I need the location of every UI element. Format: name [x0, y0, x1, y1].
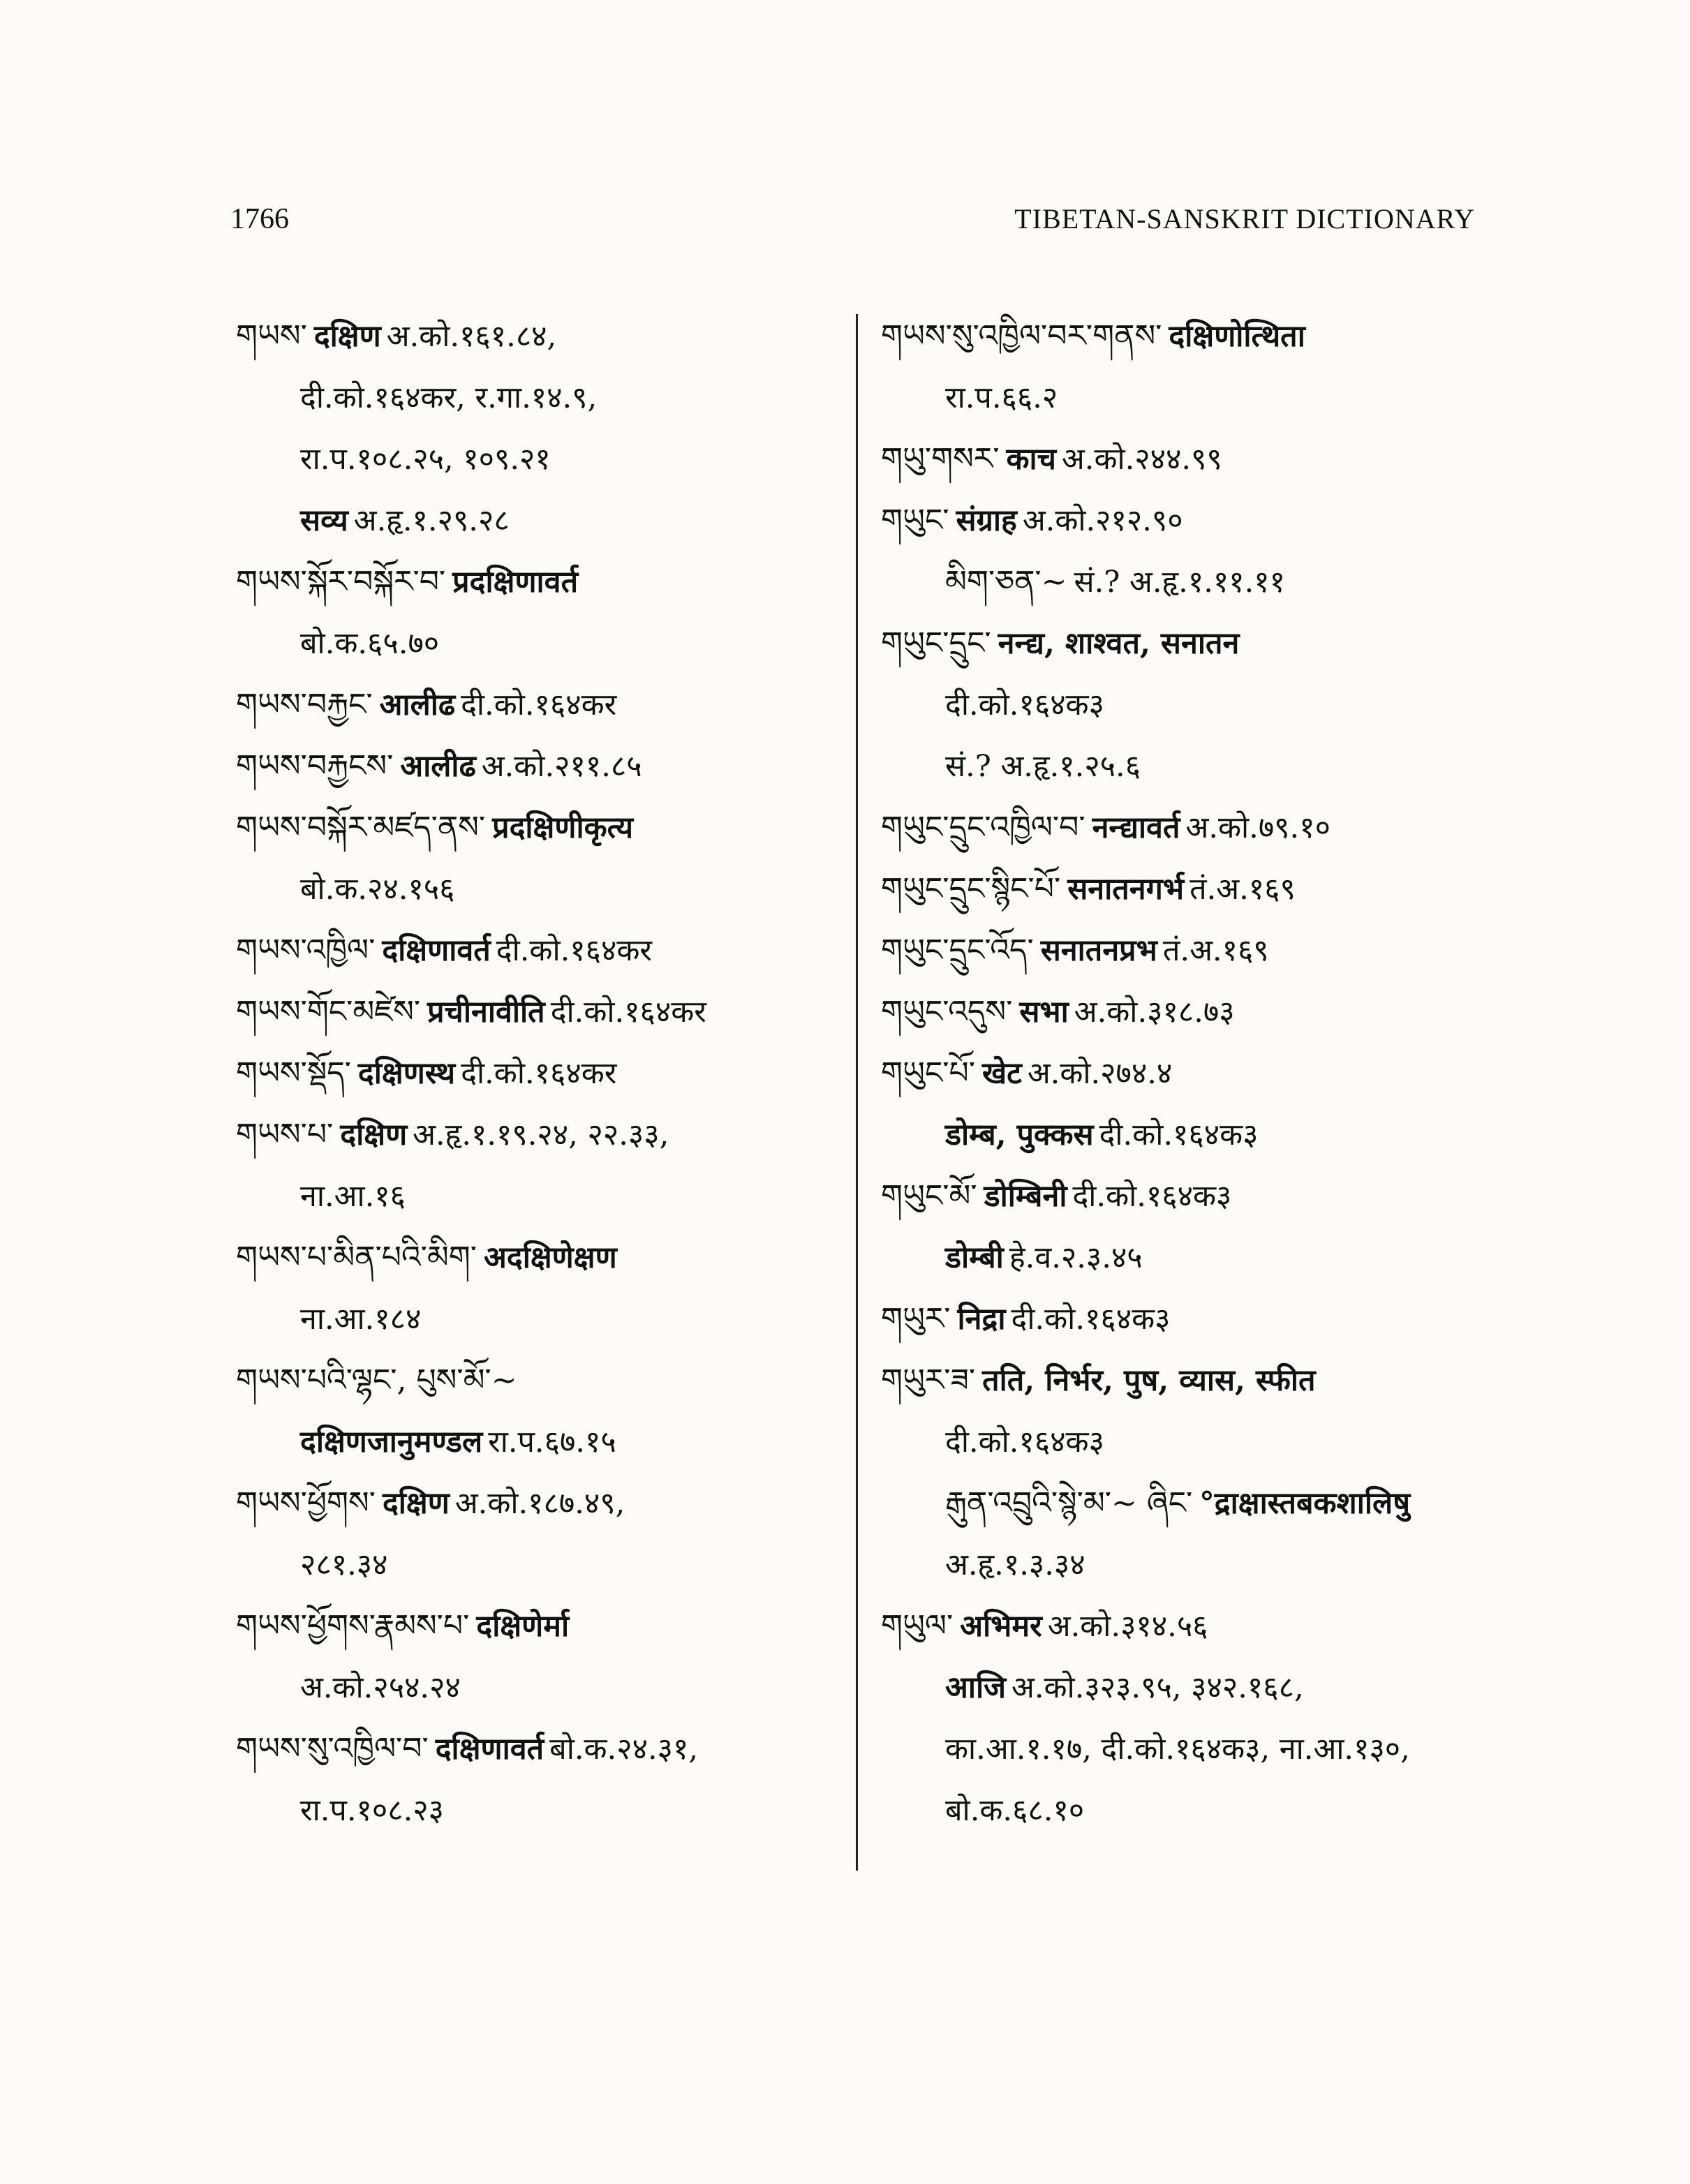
source-reference: दी.को.१६४क३ — [1099, 1117, 1259, 1152]
source-reference: अ.को.२४४.९९ — [1061, 442, 1222, 477]
sanskrit-equivalent: °द्राक्षास्तबकशालिषु — [1199, 1486, 1411, 1521]
dictionary-line — [236, 797, 836, 859]
dictionary-line — [881, 1780, 1495, 1841]
sanskrit-equivalent: सनातनप्रभ — [1040, 933, 1157, 968]
dictionary-line — [236, 674, 836, 736]
tibetan-headword: གཡུང་དྲུང་སྙིང་པོ་ — [881, 871, 1061, 907]
dictionary-line — [881, 490, 1495, 551]
tibetan-headword: གཡས་པ་མིན་པའི་མིག་ — [236, 1240, 477, 1275]
dictionary-line — [236, 920, 836, 981]
tibetan-headword: རྒུན་འབྲུའི་སྙེ་མ་~ ཞིང་ — [945, 1485, 1193, 1521]
source-reference: अ.को.२११.८५ — [481, 749, 642, 784]
dictionary-line — [881, 551, 1495, 613]
tibetan-headword: མིག་ཅན་~ — [945, 564, 1067, 600]
dictionary-line — [236, 1227, 836, 1288]
sanskrit-equivalent: सभा — [1019, 995, 1069, 1030]
dictionary-line — [881, 674, 1495, 736]
source-reference: सं.? अ.हृ.१.२५.६ — [945, 749, 1141, 784]
tibetan-headword: གཡུལ་ — [881, 1608, 954, 1644]
sanskrit-equivalent: डोम्ब, पुक्कस — [945, 1117, 1094, 1152]
sanskrit-equivalent: डोम्बिनी — [984, 1179, 1067, 1214]
dictionary-line — [236, 859, 836, 920]
sanskrit-equivalent: अदक्षिणेक्षण — [484, 1240, 617, 1275]
dictionary-line — [881, 367, 1495, 429]
dictionary-line — [881, 1657, 1495, 1718]
source-reference: दी.को.१६४कर — [461, 688, 617, 722]
sanskrit-equivalent: काच — [1006, 442, 1056, 477]
source-reference: रा.प.१०८.२३ — [300, 1793, 444, 1828]
source-reference: २८१.३४ — [300, 1547, 388, 1582]
tibetan-headword: གཡས་སྐོར་བསྐོར་བ་ — [236, 564, 446, 600]
dictionary-line — [236, 490, 836, 551]
source-reference: ना.आ.१६ — [300, 1179, 406, 1214]
sanskrit-equivalent: तति, निर्भर, पुष, व्यास, स्फीत — [982, 1363, 1316, 1398]
source-reference: रा.प.६७.१५ — [488, 1425, 616, 1459]
source-reference: हे.व.२.३.४५ — [1009, 1240, 1143, 1275]
dictionary-line — [881, 1288, 1495, 1350]
source-reference: तं.अ.१६९ — [1162, 933, 1269, 968]
dictionary-line — [881, 1534, 1495, 1596]
sanskrit-equivalent: आजि — [945, 1670, 1006, 1705]
page-number: 1766 — [230, 203, 289, 235]
tibetan-headword: གཡུང་མོ་ — [881, 1178, 977, 1214]
source-reference: अ.को.७९.१० — [1185, 810, 1330, 845]
source-reference: दी.को.१६४क३ — [945, 1425, 1104, 1459]
sanskrit-equivalent: दक्षिणस्थ — [357, 1056, 456, 1091]
tibetan-headword: གཡས་སུ་འཁྱིལ་བ་ — [236, 1731, 429, 1767]
tibetan-headword: གཡས་པའི་ལྷང་, པུས་མོ་~ — [236, 1362, 517, 1398]
sanskrit-equivalent: प्रचीनावीति — [427, 995, 545, 1030]
tibetan-headword: གཡུར་ — [881, 1301, 951, 1337]
source-reference: अ.को.३१४.५६ — [1047, 1609, 1208, 1644]
dictionary-line — [236, 551, 836, 613]
dictionary-line — [236, 1718, 836, 1780]
sanskrit-equivalent: सव्य — [300, 503, 348, 538]
source-reference: दी.को.१६४कर — [496, 933, 652, 968]
source-reference: अ.को.३२३.९५, ३४२.१६८, — [1011, 1670, 1304, 1705]
sanskrit-equivalent: डोम्बी — [945, 1240, 1004, 1275]
source-reference: रा.प.६६.२ — [945, 380, 1058, 415]
dictionary-line — [881, 1473, 1495, 1534]
tibetan-headword: གཡུང་དྲུང་འོད་ — [881, 933, 1034, 968]
dictionary-line — [881, 1411, 1495, 1473]
tibetan-headword: གཡས་སུ་འཁྱིལ་བར་གནས་ — [881, 318, 1162, 354]
sanskrit-equivalent: दक्षिणावर्त — [382, 933, 491, 968]
running-head: TIBETAN-SANSKRIT DICTIONARY — [1014, 203, 1475, 235]
tibetan-headword: གཡུ་གསར་ — [881, 441, 1000, 477]
source-reference: का.आ.१.१७, दी.को.१६४क३, ना.आ.१३०, — [945, 1732, 1410, 1767]
tibetan-headword: གཡས་བརྐྱངས་ — [236, 748, 394, 784]
source-reference: दी.को.१६४क३ — [1011, 1302, 1171, 1337]
dictionary-line — [236, 1104, 836, 1166]
dictionary-line — [881, 1166, 1495, 1227]
dictionary-line — [236, 429, 836, 490]
dictionary-line — [236, 981, 836, 1043]
dictionary-line — [236, 613, 836, 674]
sanskrit-equivalent: प्रदक्षिणावर्त — [452, 565, 579, 600]
sanskrit-equivalent: प्रदक्षिणीकृत्य — [492, 810, 634, 845]
sanskrit-equivalent: दक्षिण — [340, 1117, 408, 1152]
source-reference: बो.क.२४.३१, — [549, 1732, 698, 1767]
left-column — [236, 306, 836, 1841]
dictionary-line — [881, 1227, 1495, 1288]
sanskrit-equivalent: दक्षिण — [313, 319, 381, 354]
source-reference: दी.को.१६४कर — [550, 995, 706, 1030]
source-reference: अ.को.२७४.४ — [1027, 1056, 1173, 1091]
sanskrit-equivalent: अभिमर — [960, 1609, 1042, 1644]
source-reference: सं.? अ.हृ.१.११.११ — [1074, 565, 1285, 600]
dictionary-line — [236, 306, 836, 367]
tibetan-headword: གཡས་བསྐོར་མཛད་ནས་ — [236, 810, 486, 845]
source-reference: अ.हृ.१.३.३४ — [945, 1547, 1085, 1582]
source-reference: अ.को.३१८.७३ — [1074, 995, 1235, 1030]
tibetan-headword: གཡས་པ་ — [236, 1117, 334, 1152]
tibetan-headword: གཡས་སྡོད་ — [236, 1055, 351, 1091]
dictionary-line — [881, 1104, 1495, 1166]
dictionary-line — [881, 429, 1495, 490]
tibetan-headword: གཡུང་ — [881, 503, 949, 538]
sanskrit-equivalent: खेट — [981, 1056, 1022, 1091]
tibetan-headword: གཡུང་དྲུང་ — [881, 625, 991, 661]
dictionary-line — [881, 613, 1495, 674]
source-reference: बो.क.२४.१५६ — [300, 872, 455, 907]
tibetan-headword: གཡས་འཁྱིལ་ — [236, 933, 376, 968]
sanskrit-equivalent: आलीढ — [400, 749, 476, 784]
source-reference: बो.क.६५.७० — [300, 626, 440, 661]
dictionary-line — [881, 797, 1495, 859]
tibetan-headword: གཡས་ཕྱོགས་རྣམས་པ་ — [236, 1608, 470, 1644]
dictionary-line — [236, 1534, 836, 1596]
tibetan-headword: གཡས་ཕྱོགས་ — [236, 1485, 376, 1521]
dictionary-line — [881, 859, 1495, 920]
tibetan-headword: གཡས་བརྐྱང་ — [236, 687, 373, 722]
dictionary-line — [236, 1411, 836, 1473]
source-reference: दी.को.१६४क३ — [1072, 1179, 1232, 1214]
tibetan-headword: གཡུང་པོ་ — [881, 1055, 975, 1091]
tibetan-headword: གཡུར་ཟ་ — [881, 1362, 976, 1398]
source-reference: अ.को.१८७.४९, — [454, 1486, 625, 1521]
dictionary-line — [236, 1473, 836, 1534]
dictionary-line — [881, 1718, 1495, 1780]
dictionary-line — [236, 1043, 836, 1104]
source-reference: अ.हृ.१.२९.२८ — [353, 503, 510, 538]
source-reference: बो.क.६८.१० — [945, 1793, 1085, 1828]
dictionary-line — [236, 736, 836, 797]
tibetan-headword: གཡས་ — [236, 318, 307, 354]
tibetan-headword: གཡུང་དྲུང་འཁྱིལ་བ་ — [881, 810, 1085, 845]
dictionary-line — [236, 1596, 836, 1657]
source-reference: दी.को.१६४क३ — [945, 688, 1104, 722]
source-reference: तं.अ.१६९ — [1189, 872, 1296, 907]
sanskrit-equivalent: दक्षिणजानुमण्डल — [300, 1425, 483, 1459]
sanskrit-equivalent: सनातनगर्भ — [1067, 872, 1185, 907]
dictionary-line — [236, 1288, 836, 1350]
column-divider — [856, 314, 858, 1871]
tibetan-headword: གཡས་གོང་མཛེས་ — [236, 994, 421, 1030]
source-reference: दी.को.१६४कर, र.गा.१४.९, — [300, 380, 598, 415]
sanskrit-equivalent: दक्षिणोत्थिता — [1169, 319, 1305, 354]
dictionary-line — [236, 367, 836, 429]
dictionary-line — [236, 1780, 836, 1841]
source-reference: अ.को.२१२.९० — [1022, 503, 1183, 538]
dictionary-line — [881, 1043, 1495, 1104]
dictionary-line — [881, 1596, 1495, 1657]
source-reference: अ.हृ.१.१९.२४, २२.३३, — [413, 1117, 669, 1152]
dictionary-line — [881, 306, 1495, 367]
sanskrit-equivalent: आलीढ — [379, 688, 456, 722]
dictionary-line — [881, 736, 1495, 797]
dictionary-line — [881, 920, 1495, 981]
sanskrit-equivalent: दक्षिणेर्मा — [476, 1609, 570, 1644]
sanskrit-equivalent: दक्षिण — [382, 1486, 450, 1521]
sanskrit-equivalent: नन्द्य, शाश्वत, सनातन — [998, 626, 1240, 661]
sanskrit-equivalent: दक्षिणावर्त — [435, 1732, 544, 1767]
source-reference: ना.आ.१८४ — [300, 1302, 422, 1337]
dictionary-line — [236, 1350, 836, 1411]
sanskrit-equivalent: नन्द्यावर्त — [1092, 810, 1180, 845]
dictionary-line — [881, 981, 1495, 1043]
dictionary-line — [236, 1657, 836, 1718]
tibetan-headword: གཡུང་འདུས་ — [881, 994, 1013, 1030]
source-reference: अ.को.१६१.८४, — [386, 319, 557, 354]
right-column — [881, 306, 1495, 1841]
dictionary-line — [236, 1166, 836, 1227]
source-reference: अ.को.२५४.२४ — [300, 1670, 461, 1705]
sanskrit-equivalent: संग्राह — [956, 503, 1017, 538]
source-reference: दी.को.१६४कर — [461, 1056, 617, 1091]
source-reference: रा.प.१०८.२५, १०९.२१ — [300, 442, 551, 477]
sanskrit-equivalent: निद्रा — [957, 1302, 1006, 1337]
dictionary-line — [881, 1350, 1495, 1411]
